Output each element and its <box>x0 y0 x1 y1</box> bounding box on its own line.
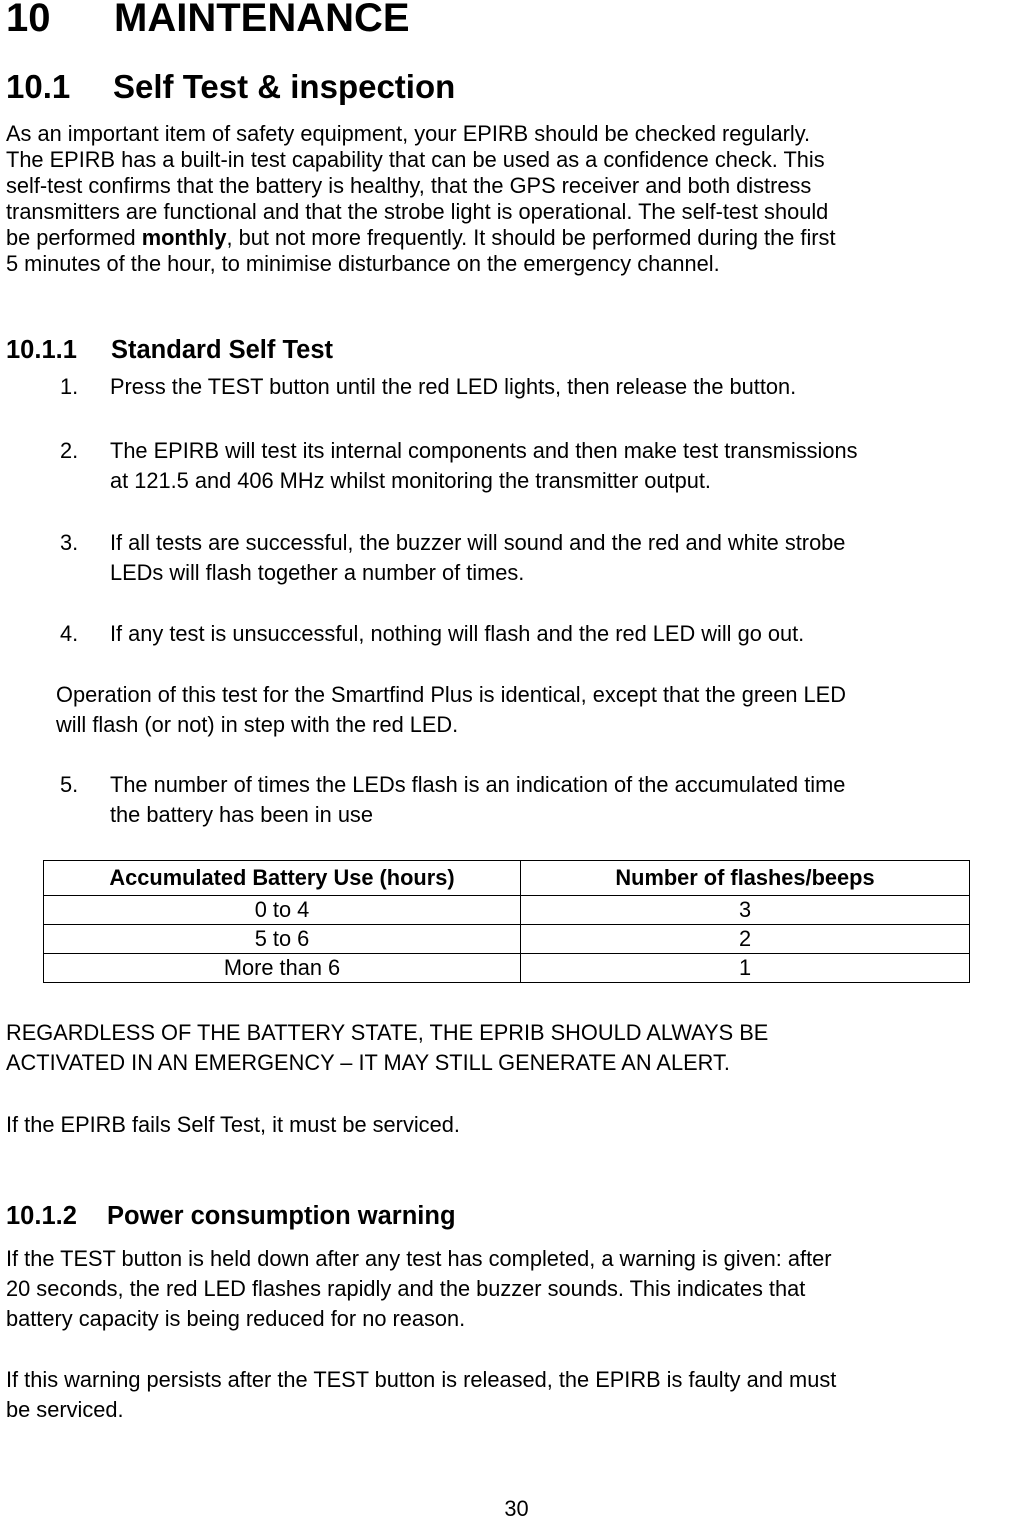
intro-line: As an important item of safety equipment, your EPIRB should be checked regularly. <box>6 121 811 146</box>
table-cell: 0 to 4 <box>44 896 521 925</box>
intro-line: The EPIRB has a built-in test capability that can be used as a confidence check. This <box>6 147 825 172</box>
step-text: the battery has been in use <box>110 802 373 827</box>
battery-use-table <box>43 860 970 983</box>
table-header: Accumulated Battery Use (hours) <box>44 861 521 896</box>
step-number: 1. <box>60 374 79 399</box>
smartfind-note <box>56 680 846 740</box>
intro-text: , but not more frequently. It should be performed during the first <box>226 225 836 250</box>
subsection-title: Power consumption warning <box>107 1202 456 1230</box>
warning-line: ACTIVATED IN AN EMERGENCY – IT MAY STILL GENERATE AN ALERT. <box>6 1050 730 1075</box>
chapter-title: MAINTENANCE <box>114 0 410 40</box>
table-cell: 2 <box>521 925 970 954</box>
emergency-warning <box>6 1018 768 1078</box>
section-number: 10.1 <box>6 68 71 105</box>
note-line: Operation of this test for the Smartfind Plus is identical, except that the green LED <box>56 682 846 707</box>
step-text: LEDs will flash together a number of times. <box>110 560 525 585</box>
subsection-title: Standard Self Test <box>111 336 333 364</box>
table-cell: 3 <box>521 896 970 925</box>
table-cell: More than 6 <box>44 954 521 983</box>
section-title: Self Test & inspection <box>113 68 456 105</box>
page-number: 30 <box>504 1496 529 1521</box>
power-line: battery capacity is being reduced for no reason. <box>6 1306 466 1331</box>
intro-line: transmitters are functional and that the strobe light is operational. The self-test should <box>6 199 829 224</box>
step-number: 3. <box>60 530 79 555</box>
subsection-number: 10.1.2 <box>6 1202 77 1230</box>
table-header: Number of flashes/beeps <box>521 861 970 896</box>
persist-line: If this warning persists after the TEST button is released, the EPIRB is faulty and must <box>6 1367 837 1392</box>
note-line: will flash (or not) in step with the red LED. <box>56 712 459 737</box>
subsection-number: 10.1.1 <box>6 336 77 364</box>
step-number: 2. <box>60 438 79 463</box>
table-row <box>44 896 970 925</box>
step-number: 4. <box>60 621 79 646</box>
table-cell: 1 <box>521 954 970 983</box>
step-number: 5. <box>60 772 79 797</box>
step-text: If any test is unsuccessful, nothing will flash and the red LED will go out. <box>110 621 805 646</box>
fail-paragraph: If the EPIRB fails Self Test, it must be serviced. <box>6 1112 460 1137</box>
table-cell: 5 to 6 <box>44 925 521 954</box>
step-text: The EPIRB will test its internal components and then make test transmissions <box>110 438 858 463</box>
intro-line: self-test confirms that the battery is healthy, that the GPS receiver and both distress <box>6 173 812 198</box>
intro-line: 5 minutes of the hour, to minimise disturbance on the emergency channel. <box>6 251 720 276</box>
intro-paragraph <box>6 121 836 277</box>
intro-text: be performed <box>6 225 142 250</box>
power-paragraph <box>6 1244 832 1334</box>
warning-line: REGARDLESS OF THE BATTERY STATE, THE EPRIB SHOULD ALWAYS BE <box>6 1020 769 1045</box>
step-text: If all tests are successful, the buzzer will sound and the red and white strobe <box>110 530 846 555</box>
table-row <box>44 954 970 983</box>
power-line: If the TEST button is held down after any test has completed, a warning is given: after <box>6 1246 832 1271</box>
persist-line: be serviced. <box>6 1397 124 1422</box>
power-line: 20 seconds, the red LED flashes rapidly and the buzzer sounds. This indicates that <box>6 1276 806 1301</box>
table-header-row <box>44 861 970 896</box>
step-text: The number of times the LEDs flash is an indication of the accumulated time <box>110 772 846 797</box>
step-text: Press the TEST button until the red LED lights, then release the button. <box>110 374 797 399</box>
table-row <box>44 925 970 954</box>
chapter-number: 10 <box>6 0 51 40</box>
intro-line <box>6 225 836 251</box>
monthly-emphasis: monthly <box>141 225 227 250</box>
step-text: at 121.5 and 406 MHz whilst monitoring the transmitter output. <box>110 468 711 493</box>
persist-paragraph <box>6 1365 836 1425</box>
